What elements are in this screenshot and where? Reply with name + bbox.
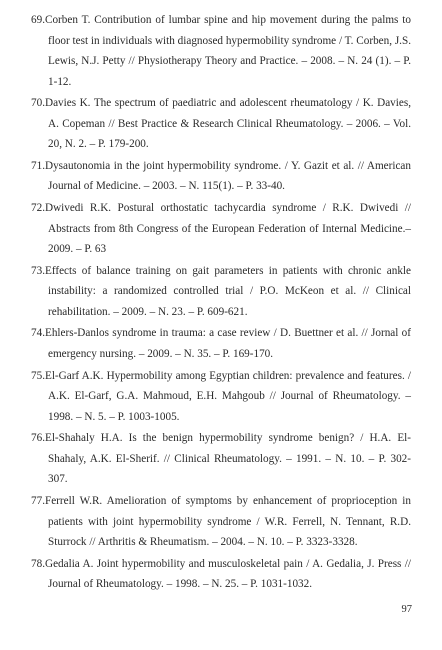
reference-text: El-Shahaly H.A. Is the benign hypermobility syndrome benign? / H.A. El-Shahaly, A.K. El-Sherif. // Clinical Rheumatology. – 1991. – N. 10. – P. 302-307. <box>44 432 411 486</box>
reference-text: Ferrell W.R. Amelioration of symptoms by enhancement of proprioception in patients with joint hypermobility syndrome / W.R. Ferrell, N. Tennant, R.D. Sturrock // Arthritis & Rheumatism. – 2004. – N. 10. – P. 3323-3328. <box>44 495 411 548</box>
reference-number: 78. <box>31 557 45 570</box>
reference-item <box>31 428 411 490</box>
reference-item <box>31 366 411 428</box>
reference-number: 69. <box>31 14 45 26</box>
reference-number: 74. <box>31 327 45 340</box>
reference-number: 73. <box>31 264 45 277</box>
reference-text: Dysautonomia in the joint hypermobility syndrome. / Y. Gazit et al. // American Journal of Medicine. – 2003. – N. 115(1). – P. 33-40. <box>44 159 411 193</box>
reference-number: 75. <box>31 369 45 382</box>
reference-item <box>31 10 411 92</box>
reference-text: Dwivedi R.K. Postural orthostatic tachycardia syndrome / R.K. Dwivedi // Abstracts from 8th Congress of the European Federation of Internal Medicine.– 2009. – P. 63 <box>44 202 411 256</box>
page-number: 97 <box>401 604 412 615</box>
reference-item <box>31 261 411 323</box>
reference-text: El-Garf A.K. Hypermobility among Egyptian children: prevalence and features. / A.K. El-Garf, G.A. Mahmoud, E.H. Mahgoub // Journal of Rheumatology. – 1998. – N. 5. – P. 1003-1005. <box>44 369 411 423</box>
reference-item <box>31 554 411 595</box>
reference-item <box>31 491 411 553</box>
reference-number: 70. <box>31 97 45 110</box>
reference-text: Davies K. The spectrum of paediatric and adolescent rheumatology / K. Davies, A. Copeman // Best Practice & Research Clinical Rheumatology. – 2006. – Vol. 20, N. 2. – P. 179-200. <box>44 97 411 151</box>
reference-text: Corben T. Contribution of lumbar spine and hip movement during the palms to floor test in individuals with diagnosed hypermobility syndrome / T. Corben, J.S. Lewis, N.J. Petty // Physiotherapy Theory and Practice. – 2008. – N. 24 (1). – P. 1-12. <box>44 14 411 88</box>
reference-item <box>31 156 411 197</box>
reference-number: 72. <box>31 202 45 215</box>
reference-item <box>31 93 411 155</box>
reference-number: 77. <box>31 495 45 507</box>
reference-text: Gedalia A. Joint hypermobility and musculoskeletal pain / A. Gedalia, J. Press // Journal of Rheumatology. – 1998. – N. 25. – P. 1031-1032. <box>44 557 411 591</box>
reference-number: 76. <box>31 432 45 445</box>
reference-item <box>31 323 411 364</box>
reference-text: Ehlers-Danlos syndrome in trauma: a case review / D. Buettner et al. // Jornal of emergency nursing. – 2009. – N. 35. – P. 169-170. <box>44 327 411 360</box>
reference-number: 71. <box>31 159 45 172</box>
reference-item <box>31 198 411 260</box>
reference-list <box>31 10 411 596</box>
reference-text: Effects of balance training on gait parameters in patients with chronic ankle instability: a randomized controlled trial / P.O. McKeon et al. // Clinical rehabilitation. – 2009. – N. 23. – P. 609-621. <box>44 264 411 318</box>
